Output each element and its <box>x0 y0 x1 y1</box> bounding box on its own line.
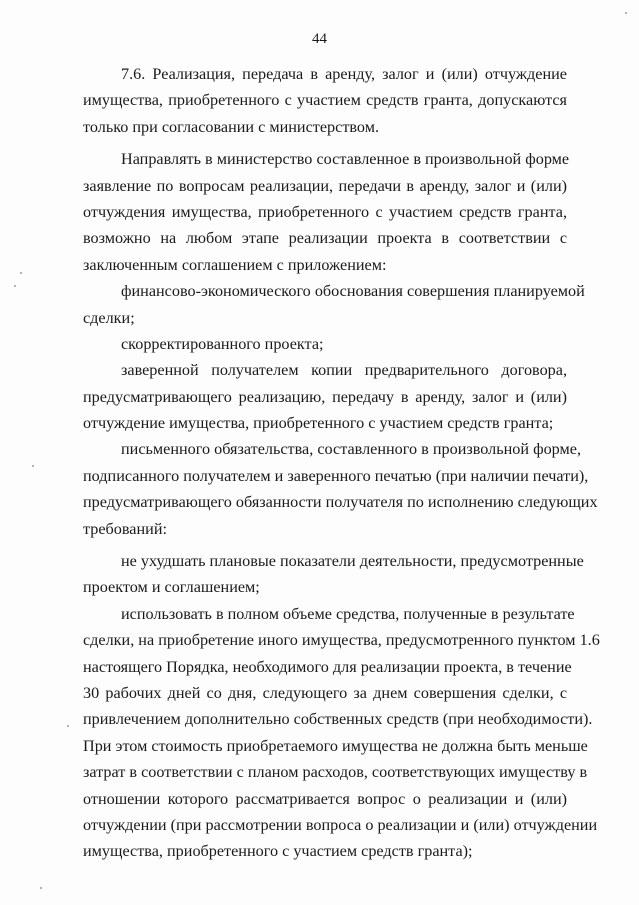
text-line: отчуждения имущества, приобретенного с участием средств гранта, <box>83 202 567 221</box>
scan-speck <box>625 12 627 14</box>
text-line: 30 рабочих дней со дня, следующего за днем совершения сделки, с <box>83 683 567 702</box>
text-line: не ухудшать плановые показатели деятельности, предусмотренные <box>121 552 584 571</box>
scan-speck <box>14 285 16 287</box>
text-line: заявление по вопросам реализации, передачи в аренду, залог и (или) <box>83 176 567 195</box>
text-line: проектом и соглашением; <box>83 578 260 597</box>
text-line: отношении которого рассматривается вопрос о реализации и (или) <box>83 789 567 808</box>
text-line: сделки; <box>83 308 135 327</box>
scan-speck <box>40 887 42 889</box>
scan-speck <box>20 272 22 274</box>
text-line: возможно на любом этапе реализации проекта в соответствии с <box>83 229 567 248</box>
text-line: предусматривающего обязанности получателя по исполнению следующих <box>83 493 598 512</box>
document-body <box>83 61 600 865</box>
text-line: отчуждение имущества, приобретенного с участием средств гранта; <box>83 414 554 433</box>
text-line: финансово-экономического обоснования совершения планируемой <box>121 282 585 301</box>
text-line: привлечением дополнительно собственных средств (при необходимости). <box>83 710 593 729</box>
text-line: письменного обязательства, составленного в произвольной форме, <box>121 440 581 459</box>
text-line: использовать в полном объеме средства, полученные в результате <box>121 604 575 623</box>
scan-speck <box>32 465 34 467</box>
text-line: Направлять в министерство составленное в произвольной форме <box>121 150 570 169</box>
text-line: подписанного получателем и заверенного печатью (при наличии печати), <box>83 466 589 485</box>
text-line: заключенным соглашением с приложением: <box>83 255 387 274</box>
text-line: только при согласовании с министерством. <box>83 117 380 136</box>
scan-speck <box>67 725 69 727</box>
text-line: При этом стоимость приобретаемого имущества не должна быть меньше <box>83 736 588 755</box>
text-line: заверенной получателем копии предварительного договора, <box>121 361 567 380</box>
text-line: имущества, приобретенного с участием средств гранта, допускаются <box>83 91 567 110</box>
text-line: 7.6. Реализация, передача в аренду, залог и (или) отчуждение <box>121 65 567 83</box>
text-line: настоящего Порядка, необходимого для реализации проекта, в течение <box>83 657 572 676</box>
text-line: отчуждении (при рассмотрении вопроса о реализации и (или) отчуждении <box>83 815 598 834</box>
text-line: имущества, приобретенного с участием средств гранта); <box>83 842 473 861</box>
text-line: предусматривающего реализацию, передачу в аренду, залог и (или) <box>83 387 567 406</box>
text-line: требований: <box>83 519 167 538</box>
text-line: сделки, на приобретение иного имущества, предусмотренного пунктом 1.6 <box>83 631 600 650</box>
page-number: 44 <box>312 31 327 47</box>
text-line: затрат в соответствии с планом расходов, соответствующих имуществу в <box>83 763 588 782</box>
text-line: скорректированного проекта; <box>121 334 324 353</box>
